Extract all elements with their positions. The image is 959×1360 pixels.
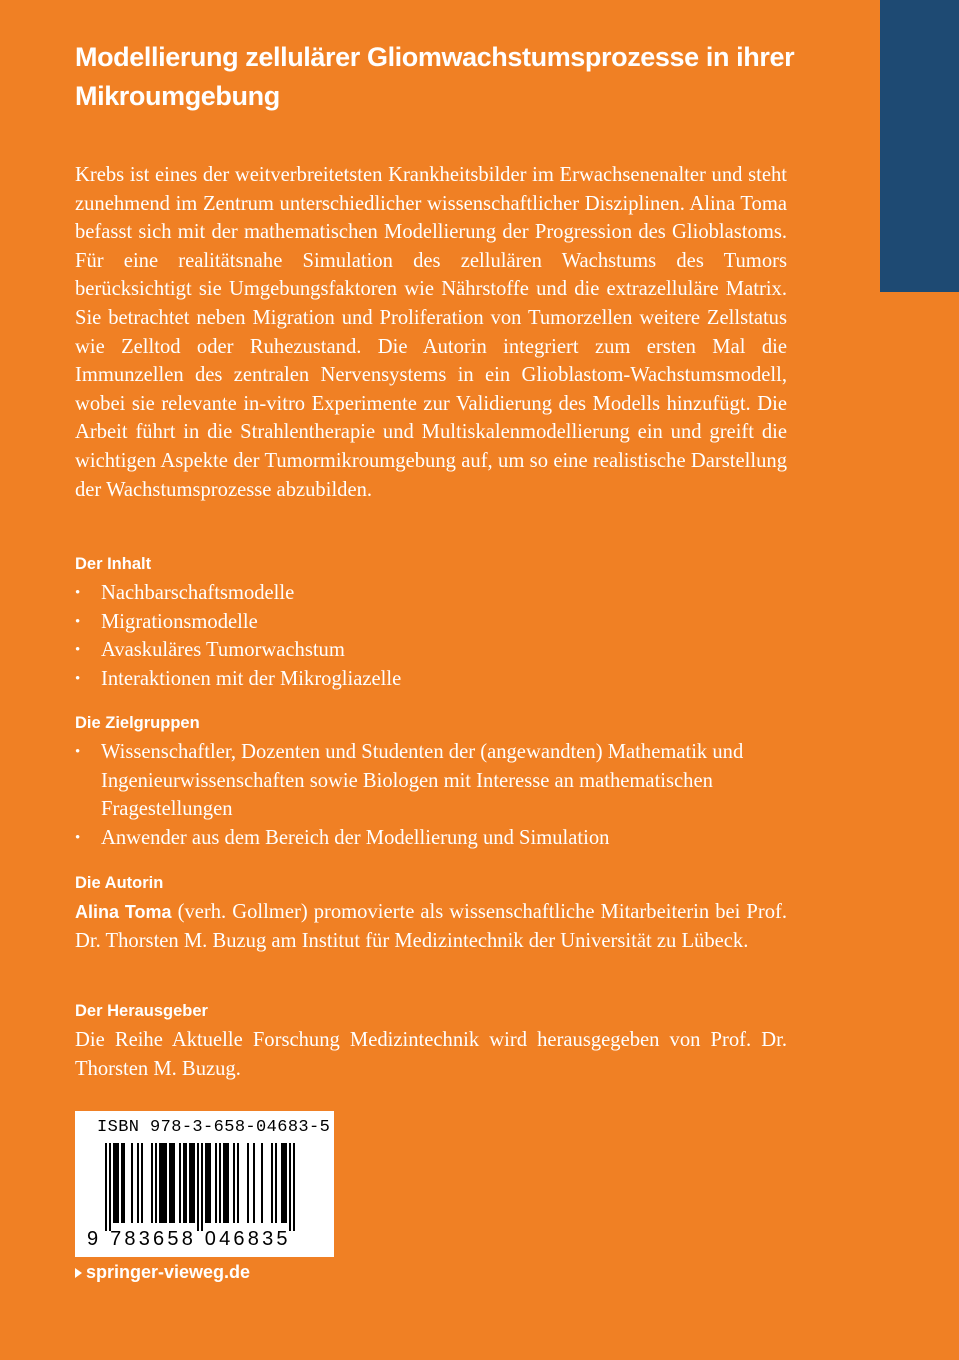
author-name: Alina Toma <box>75 902 172 922</box>
herausgeber-text: Die Reihe Aktuelle Forschung Medizintechnik wird herausgegeben von Prof. Dr. Thorsten M. Buzug. <box>75 1029 787 1080</box>
barcode-bar <box>137 1143 139 1223</box>
barcode-bar <box>191 1143 193 1223</box>
barcode-bar <box>205 1143 207 1223</box>
barcode-bar <box>293 1143 295 1231</box>
list-item: • Wissenschaftler, Dozenten und Studenten der (angewandten) Mathematik und Ingenieurwissenschaften sowie Biologen mit Interesse an mathematischen Fragestellungen <box>75 738 775 824</box>
barcode-bar <box>281 1143 283 1223</box>
isbn-number: ISBN 978-3-658-04683-5 <box>97 1118 331 1137</box>
barcode-bar <box>275 1143 277 1223</box>
barcode-bar <box>161 1143 163 1223</box>
barcode-bar <box>159 1143 161 1223</box>
list-item: • Avaskuläres Tumorwachstum <box>75 636 787 665</box>
barcode-bar <box>155 1143 157 1223</box>
barcode-bar <box>283 1143 285 1223</box>
barcode-bar <box>225 1143 227 1223</box>
barcode-bar <box>115 1143 117 1223</box>
autorin-heading: Die Autorin <box>75 874 164 892</box>
barcode-bar <box>289 1143 291 1231</box>
isbn-barcode <box>75 1111 334 1257</box>
barcode-bar <box>141 1143 143 1223</box>
spine-color-band <box>880 0 959 292</box>
zielgruppen-list <box>75 738 775 852</box>
barcode-bar <box>105 1143 107 1231</box>
barcode-bar <box>271 1143 273 1223</box>
barcode-bar <box>117 1143 119 1223</box>
publisher-website[interactable] <box>75 1262 250 1283</box>
author-bio-text: (verh. Gollmer) promovierte als wissenschaftliche Mitarbeiterin bei Prof. Dr. Thorsten M. Buzug am Institut für Medizintechnik der Universität zu Lübeck. <box>75 901 787 952</box>
list-item: • Interaktionen mit der Mikrogliazelle <box>75 665 787 694</box>
herausgeber-heading: Der Herausgeber <box>75 1002 208 1020</box>
barcode-bar <box>215 1143 217 1223</box>
barcode-bar <box>121 1143 123 1223</box>
book-description: Krebs ist eines der weitverbreitetsten Krankheitsbilder im Erwachsenenalter und steht zunehmend im Zentrum unterschiedlicher wissenschaftlicher Disziplinen. Alina Toma befasst sich mit der mathematischen Modellierung der Progression des Glioblastoms. Für eine realitätsnahe Simulation des zellulären Wachstums des Tumors berücksichtigt sie Umgebungsfaktoren wie Nährstoffe und die extrazelluläre Matrix. Sie betrachtet neben Migration und Proliferation von Tumorzellen weitere Zellstatus wie Zelltod oder Ruhezustand. Die Autorin integriert zum ersten Mal die Immunzellen des zentralen Nervensystems in ein Glioblastom-Wachstumsmodell, wobei sie relevante in-vitro Experimente zur Validierung des Modells hinzufügt. Die Arbeit führt in die Strahlentherapie und Multiskalenmodellierung ein und greift die wichtigen Aspekte der Tumormikroumgebung auf, um so eine realistische Darstellung der Wachstumsprozesse abzubilden. <box>75 164 787 501</box>
barcode-bar <box>201 1143 203 1231</box>
barcode-bar <box>151 1143 153 1223</box>
barcode-bar <box>131 1143 133 1223</box>
barcode-bar <box>179 1143 181 1223</box>
autorin-bio <box>75 898 787 955</box>
inhalt-heading: Der Inhalt <box>75 555 152 573</box>
barcode-bar <box>183 1143 185 1223</box>
barcode-bar <box>253 1143 255 1223</box>
list-item: • Migrationsmodelle <box>75 608 787 637</box>
barcode-bar <box>247 1143 249 1223</box>
barcode-bar <box>163 1143 165 1223</box>
list-item: • Nachbarschaftsmodelle <box>75 579 787 608</box>
barcode-bar <box>109 1143 111 1231</box>
barcode-bar <box>219 1143 221 1223</box>
barcode-bar <box>113 1143 115 1223</box>
barcode-bar <box>233 1143 235 1223</box>
barcode-bar <box>237 1143 239 1223</box>
barcode-bar <box>185 1143 187 1223</box>
barcode-bar <box>207 1143 209 1223</box>
barcode-bar <box>193 1143 195 1223</box>
ean-number: 9 783658 046835 <box>87 1228 291 1250</box>
barcode-bar <box>165 1143 167 1223</box>
zielgruppen-heading: Die Zielgruppen <box>75 714 200 732</box>
barcode-bar <box>169 1143 171 1223</box>
website-label: springer-vieweg.de <box>86 1262 251 1282</box>
barcode-bars <box>105 1143 305 1233</box>
barcode-bar <box>209 1143 211 1223</box>
barcode-bar <box>223 1143 225 1223</box>
barcode-bar <box>173 1143 175 1223</box>
list-item: • Anwender aus dem Bereich der Modellierung und Simulation <box>75 824 775 853</box>
barcode-bar <box>261 1143 263 1223</box>
barcode-bar <box>285 1143 287 1223</box>
barcode-bar <box>189 1143 191 1223</box>
barcode-bar <box>227 1143 229 1223</box>
barcode-bar <box>197 1143 199 1231</box>
book-title: Modellierung zellulärer Gliomwachstumsprozesse in ihrer Mikroumgebung <box>75 42 795 111</box>
arrow-right-icon <box>75 1268 82 1278</box>
inhalt-list <box>75 579 787 693</box>
barcode-bar <box>171 1143 173 1223</box>
barcode-bar <box>123 1143 125 1223</box>
